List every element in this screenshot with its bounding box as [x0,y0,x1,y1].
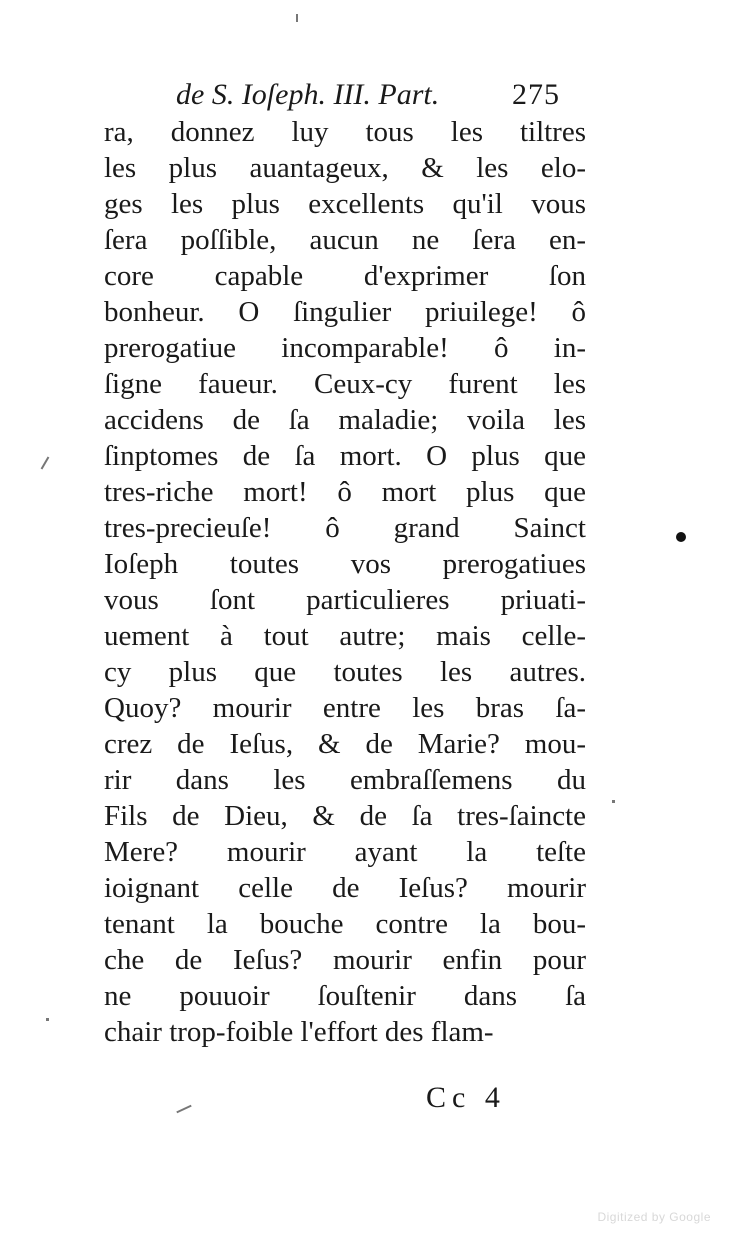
text-line: vous ſont particulieres priuati- [104,584,586,616]
text-line: Fils de Dieu, & de ſa tres-ſaincte [104,800,586,832]
text-line: ioignant celle de Ieſus? mourir [104,872,586,904]
text-line: ra, donnez luy tous les tiltres [104,116,586,148]
text-line: crez de Ieſus, & de Marie? mou- [104,728,586,760]
text-line: ne pouuoir ſouſtenir dans ſa [104,980,586,1012]
text-line: uement à tout autre; mais celle- [104,620,586,652]
running-head [176,72,576,118]
text-line: rir dans les embraſſemens du [104,764,586,796]
scan-mark [612,800,615,803]
text-line: ſera poſſible, aucun ne ſera en- [104,224,586,256]
text-line: Ioſeph toutes vos prerogatiues [104,548,586,580]
text-line: accidens de ſa maladie; voila les [104,404,586,436]
text-line: che de Ieſus? mourir enfin pour [104,944,586,976]
signature-mark: Cc 4 [426,1081,506,1114]
text-line: ſinptomes de ſa mort. O plus que [104,440,586,472]
body-text [104,114,586,1050]
text-line: tres-precieuſe! ô grand Sainct [104,512,586,544]
scan-mark [46,1018,49,1021]
text-line: tres-riche mort! ô mort plus que [104,476,586,508]
running-head-title: de S. Ioſeph. III. Part. [176,78,440,111]
scan-mark [41,456,50,469]
text-line: tenant la bouche contre la bou- [104,908,586,940]
scan-mark [296,14,298,22]
text-line: chair trop-foible l'effort des flam- [104,1016,494,1048]
text-line: prerogatiue incomparable! ô in- [104,332,586,364]
text-line: ſigne faueur. Ceux-cy furent les [104,368,586,400]
text-line: les plus auantageux, & les elo- [104,152,586,184]
text-line: core capable d'exprimer ſon [104,260,586,292]
text-line: bonheur. O ſingulier priuilege! ô [104,296,586,328]
text-line: cy plus que toutes les autres. [104,656,586,688]
ink-speck [676,532,686,542]
text-line: Mere? mourir ayant la teſte [104,836,586,868]
watermark: Digitized by Google [597,1210,711,1224]
text-line: Quoy? mourir entre les bras ſa- [104,692,586,724]
text-line: ges les plus excellents qu'il vous [104,188,586,220]
scan-mark [176,1105,191,1114]
page-number: 275 [512,78,560,111]
